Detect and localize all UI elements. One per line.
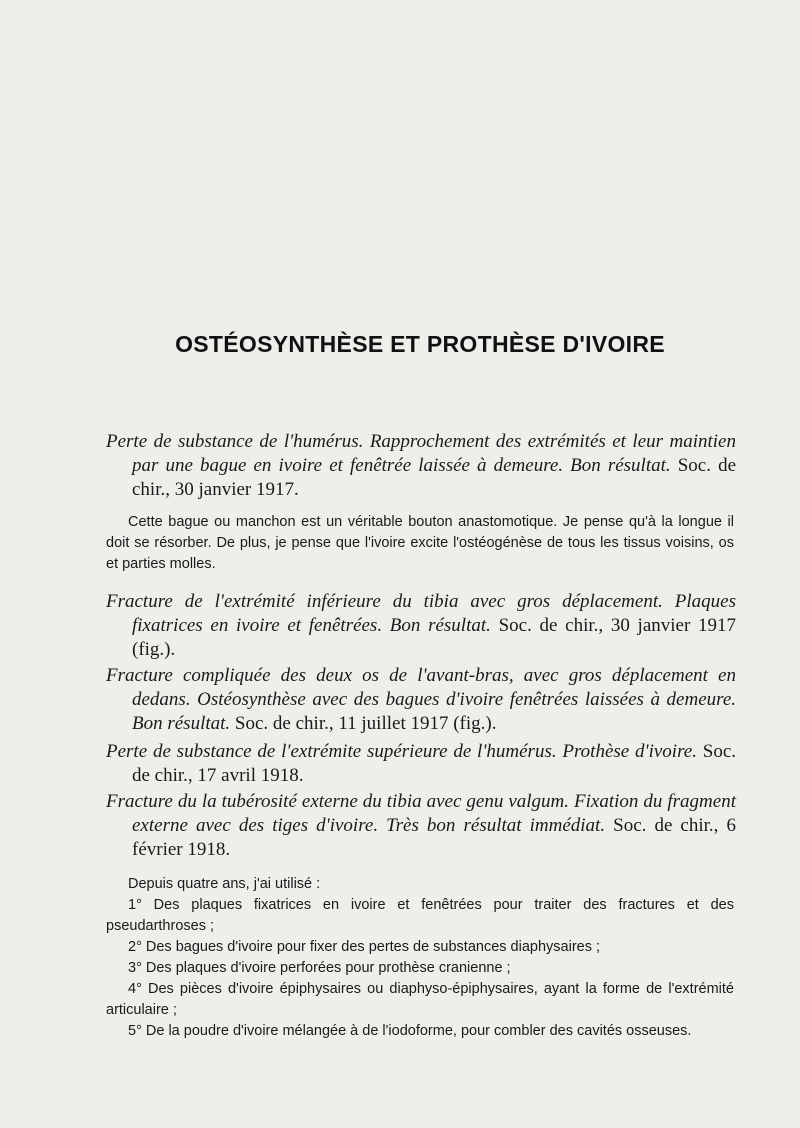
entry-1-reference: Soc. de chir., 30 janvier 1917. [132,455,736,500]
entry-1-description: Perte de substance de l'humérus. Rapprochement des extrémités et leur maintien par une bague en ivoire et fenêtrée laissée à demeure. Bon résultat. [106,431,736,476]
entry-3-reference: Soc. de chir., 11 juillet 1917 (fig.). [230,713,497,734]
entry-3 [106,664,736,736]
list-item: 4° Des pièces d'ivoire épiphysaires ou diaphyso-épiphysaires, ayant la forme de l'extrémité articulaire ; [106,981,734,1018]
list-intro: Depuis quatre ans, j'ai utilisé : [128,876,321,892]
list-item: 1° Des plaques fixatrices en ivoire et fenêtrées pour traiter des fractures et des pseudarthroses ; [106,897,734,934]
list-item: 2° Des bagues d'ivoire pour fixer des pertes de substances diaphysaires ; [128,939,601,955]
list-item: 5° De la poudre d'ivoire mélangée à de l'iodoforme, pour combler des cavités osseuses. [128,1023,692,1039]
usage-list [106,874,734,1042]
entry-2-reference: Soc. de chir., 30 janvier 1917 (fig.). [132,615,736,660]
entry-5-reference: Soc. de chir., 6 février 1918. [132,815,736,860]
entry-1 [106,430,736,502]
list-item: 3° Des plaques d'ivoire perforées pour prothèse cranienne ; [128,960,511,976]
entry-2-description: Fracture de l'extrémité inférieure du tibia avec gros déplacement. Plaques fixatrices en ivoire et fenêtrées. Bon résultat. [106,591,736,636]
note-paragraph: Cette bague ou manchon est un véritable bouton anastomotique. Je pense qu'à la longue il doit se résorber. De plus, je pense que l'ivoire excite l'ostéogénèse de tous les tissus voisins, os et parties molles. [106,514,734,572]
entry-1-note [106,512,734,575]
entry-5 [106,790,736,862]
page-title: OSTÉOSYNTHÈSE ET PROTHÈSE D'IVOIRE [175,331,665,357]
entry-5-description: Fracture du la tubérosité externe du tibia avec genu valgum. Fixation du fragment externe avec des tiges d'ivoire. Très bon résultat immédiat. [106,791,736,836]
entry-4 [106,740,736,788]
entry-4-reference: Soc. de chir., 17 avril 1918. [132,741,737,786]
entry-3-description: Fracture compliquée des deux os de l'avant-bras, avec gros déplacement en dedans. Ostéosynthèse avec des bagues d'ivoire fenêtrées laissées à demeure. Bon résultat. [106,665,736,734]
entry-4-description: Perte de substance de l'extrémite supérieure de l'humérus. Prothèse d'ivoire. [106,741,697,762]
entry-2 [106,590,736,662]
